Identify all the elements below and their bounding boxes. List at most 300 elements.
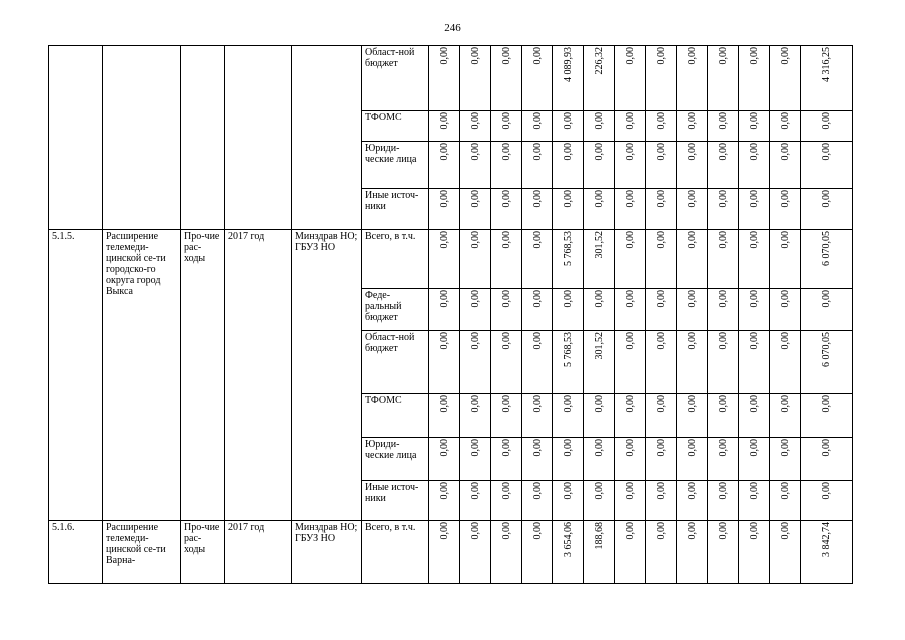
total-cell [801,481,853,521]
amount-cell [646,46,677,111]
amount-cell [646,142,677,189]
amount-cell [522,521,553,584]
amount-cell-value: 0,00 [500,482,512,500]
amount-cell [553,111,584,142]
year-cell: 2017 год [225,230,292,521]
amount-cell-value: 0,00 [748,395,760,413]
amount-cell-value: 0,00 [748,332,760,350]
amount-cell-value: 0,00 [438,332,450,350]
table-row [49,46,853,111]
total-cell [801,230,853,289]
amount-cell [770,230,801,289]
amount-cell-value: 0,00 [717,332,729,350]
amount-cell [584,111,615,142]
amount-cell [677,481,708,521]
funding-source-cell: Област-ной бюджет [362,331,429,394]
amount-cell [584,438,615,481]
amount-cell-value: 0,00 [686,231,698,249]
item-number-cell: 5.1.6. [49,521,103,584]
amount-cell-value: 0,00 [593,439,605,457]
amount-cell [584,230,615,289]
amount-cell [584,481,615,521]
amount-cell [677,46,708,111]
amount-cell-value: 0,00 [717,522,729,540]
amount-cell-value: 301,52 [593,332,605,360]
page-number: 246 [444,22,461,34]
total-cell-value: 0,00 [821,112,832,130]
amount-cell [491,521,522,584]
amount-cell-value: 0,00 [717,47,729,65]
amount-cell-value: 0,00 [500,332,512,350]
amount-cell-value: 0,00 [469,143,481,161]
amount-cell [770,111,801,142]
table-row [49,230,853,289]
amount-cell [429,111,460,142]
amount-cell [646,331,677,394]
amount-cell-value: 0,00 [655,522,667,540]
amount-cell [429,142,460,189]
amount-cell [491,230,522,289]
amount-cell [429,521,460,584]
amount-cell [491,331,522,394]
amount-cell [553,331,584,394]
amount-cell-value: 0,00 [779,290,791,308]
amount-cell-value: 0,00 [500,395,512,413]
amount-cell-value: 0,00 [500,290,512,308]
amount-cell-value: 0,00 [686,190,698,208]
amount-cell [522,438,553,481]
funding-source-cell: ТФОМС [362,394,429,438]
amount-cell-value: 0,00 [717,290,729,308]
amount-cell-value: 0,00 [686,47,698,65]
amount-cell-value: 0,00 [717,143,729,161]
amount-cell [770,521,801,584]
amount-cell-value: 0,00 [624,332,636,350]
amount-cell-value: 188,68 [593,522,605,550]
amount-cell [460,481,491,521]
amount-cell-value: 0,00 [469,522,481,540]
amount-cell-value: 0,00 [655,482,667,500]
amount-cell-value: 0,00 [438,231,450,249]
amount-cell-value: 0,00 [593,112,605,130]
total-cell [801,111,853,142]
amount-cell [460,289,491,331]
amount-cell [615,46,646,111]
amount-cell-value: 0,00 [655,395,667,413]
amount-cell-value: 0,00 [624,395,636,413]
amount-cell [522,481,553,521]
amount-cell [708,394,739,438]
amount-cell [646,394,677,438]
amount-cell [491,111,522,142]
total-cell-value: 0,00 [821,395,832,413]
amount-cell-value: 0,00 [438,395,450,413]
funding-source-cell: Всего, в т.ч. [362,521,429,584]
amount-cell-value: 0,00 [624,522,636,540]
amount-cell [646,111,677,142]
funding-source-cell: Иные источ-ники [362,189,429,230]
amount-cell-value: 0,00 [655,190,667,208]
amount-cell [615,331,646,394]
amount-cell [553,394,584,438]
amount-cell-value: 0,00 [531,439,543,457]
amount-cell [429,46,460,111]
amount-cell-value: 0,00 [686,439,698,457]
amount-cell [491,481,522,521]
amount-cell [708,142,739,189]
amount-cell-value: 0,00 [593,395,605,413]
amount-cell [522,394,553,438]
amount-cell-value: 0,00 [438,522,450,540]
total-cell-value: 0,00 [821,439,832,457]
amount-cell [615,189,646,230]
amount-cell-value: 0,00 [686,143,698,161]
amount-cell [553,289,584,331]
amount-cell-value: 0,00 [748,439,760,457]
amount-cell-value: 0,00 [469,112,481,130]
amount-cell-value: 0,00 [779,439,791,457]
amount-cell-value: 0,00 [748,190,760,208]
funding-source-cell: Всего, в т.ч. [362,230,429,289]
amount-cell-value: 0,00 [562,190,574,208]
amount-cell [646,521,677,584]
amount-cell-value: 0,00 [779,332,791,350]
amount-cell [739,331,770,394]
amount-cell-value: 3 654,06 [562,522,574,557]
amount-cell [770,142,801,189]
amount-cell-value: 0,00 [562,112,574,130]
amount-cell [739,189,770,230]
amount-cell [739,521,770,584]
amount-cell-value: 0,00 [655,332,667,350]
amount-cell-value: 0,00 [686,112,698,130]
amount-cell-value: 0,00 [624,231,636,249]
funding-source-cell: ТФОМС [362,111,429,142]
amount-cell-value: 0,00 [655,439,667,457]
amount-cell-value: 4 089,93 [562,47,574,82]
amount-cell-value: 0,00 [717,112,729,130]
amount-cell [739,438,770,481]
amount-cell-value: 0,00 [748,143,760,161]
amount-cell-value: 0,00 [624,47,636,65]
item-name-cell: Расширение телемеди-цинской се-ти городско-го округа город Выкса [103,230,181,521]
amount-cell [522,189,553,230]
amount-cell [522,111,553,142]
amount-cell-value: 0,00 [748,47,760,65]
amount-cell-value: 0,00 [686,290,698,308]
item-name-cell: Расширение телемеди-цинской се-ти Варна- [103,521,181,584]
amount-cell [615,394,646,438]
amount-cell [460,331,491,394]
amount-cell-value: 0,00 [438,143,450,161]
total-cell-value: 0,00 [821,290,832,308]
amount-cell-value: 0,00 [438,482,450,500]
amount-cell [491,189,522,230]
amount-cell [708,46,739,111]
amount-cell [460,189,491,230]
funding-source-cell: Юриди-ческие лица [362,142,429,189]
total-cell [801,142,853,189]
amount-cell [429,438,460,481]
amount-cell-value: 0,00 [748,231,760,249]
item-number-cell [49,46,103,230]
amount-cell [491,46,522,111]
funding-source-cell: Юриди-ческие лица [362,438,429,481]
amount-cell-value: 0,00 [500,143,512,161]
amount-cell-value: 0,00 [717,482,729,500]
amount-cell-value: 0,00 [655,231,667,249]
amount-cell-value: 0,00 [531,332,543,350]
amount-cell [739,142,770,189]
amount-cell [739,394,770,438]
amount-cell [770,481,801,521]
amount-cell-value: 0,00 [624,290,636,308]
amount-cell-value: 0,00 [438,47,450,65]
amount-cell-value: 0,00 [469,190,481,208]
amount-cell-value: 0,00 [438,439,450,457]
amount-cell [708,521,739,584]
total-cell [801,331,853,394]
amount-cell [677,111,708,142]
amount-cell-value: 0,00 [531,112,543,130]
amount-cell [429,230,460,289]
amount-cell-value: 0,00 [500,231,512,249]
amount-cell-value: 0,00 [779,143,791,161]
amount-cell [584,142,615,189]
amount-cell-value: 0,00 [748,290,760,308]
amount-cell [522,142,553,189]
amount-cell-value: 0,00 [531,143,543,161]
total-cell-value: 0,00 [821,482,832,500]
amount-cell-value: 0,00 [655,112,667,130]
amount-cell-value: 0,00 [779,395,791,413]
expense-type-cell: Про-чие рас-ходы [181,230,225,521]
amount-cell-value: 0,00 [655,290,667,308]
amount-cell [646,230,677,289]
amount-cell-value: 0,00 [438,190,450,208]
amount-cell [677,521,708,584]
amount-cell [646,189,677,230]
amount-cell-value: 5 768,53 [562,231,574,266]
amount-cell [584,289,615,331]
amount-cell [615,289,646,331]
amount-cell [553,230,584,289]
amount-cell [429,331,460,394]
amount-cell [708,230,739,289]
amount-cell-value: 0,00 [469,231,481,249]
amount-cell [770,438,801,481]
amount-cell-value: 0,00 [748,522,760,540]
amount-cell-value: 0,00 [531,522,543,540]
total-cell [801,189,853,230]
amount-cell-value: 0,00 [779,522,791,540]
amount-cell-value: 0,00 [469,47,481,65]
amount-cell-value: 0,00 [686,522,698,540]
amount-cell [460,438,491,481]
amount-cell-value: 0,00 [500,112,512,130]
amount-cell-value: 0,00 [779,190,791,208]
amount-cell-value: 0,00 [469,290,481,308]
amount-cell-value: 0,00 [748,112,760,130]
amount-cell [615,521,646,584]
amount-cell [491,289,522,331]
amount-cell [615,111,646,142]
item-number-cell: 5.1.5. [49,230,103,521]
total-cell [801,289,853,331]
amount-cell [522,46,553,111]
amount-cell [553,46,584,111]
executor-cell: Минздрав НО; ГБУЗ НО [292,230,362,521]
total-cell [801,521,853,584]
amount-cell [584,521,615,584]
item-name-cell [103,46,181,230]
amount-cell-value: 0,00 [531,47,543,65]
amount-cell-value: 0,00 [438,290,450,308]
amount-cell [739,111,770,142]
amount-cell [677,142,708,189]
amount-cell-value: 0,00 [717,395,729,413]
amount-cell [739,46,770,111]
amount-cell [584,394,615,438]
amount-cell-value: 0,00 [655,47,667,65]
amount-cell [522,331,553,394]
amount-cell [553,481,584,521]
amount-cell [460,230,491,289]
amount-cell [708,289,739,331]
executor-cell [292,46,362,230]
amount-cell [646,438,677,481]
amount-cell-value: 0,00 [686,395,698,413]
amount-cell [677,331,708,394]
amount-cell [615,481,646,521]
amount-cell-value: 0,00 [779,47,791,65]
amount-cell-value: 0,00 [562,482,574,500]
amount-cell [522,230,553,289]
amount-cell-value: 0,00 [624,439,636,457]
total-cell [801,46,853,111]
amount-cell [491,142,522,189]
funding-source-cell: Област-ной бюджет [362,46,429,111]
amount-cell [584,189,615,230]
total-cell-value: 3 842,74 [821,522,832,557]
amount-cell-value: 0,00 [655,143,667,161]
amount-cell [770,394,801,438]
amount-cell [646,481,677,521]
amount-cell-value: 0,00 [593,143,605,161]
amount-cell [708,111,739,142]
amount-cell [739,230,770,289]
amount-cell-value: 0,00 [469,332,481,350]
amount-cell [460,521,491,584]
amount-cell [584,46,615,111]
amount-cell [708,438,739,481]
amount-cell-value: 0,00 [593,190,605,208]
amount-cell-value: 0,00 [593,290,605,308]
amount-cell [677,230,708,289]
total-cell-value: 0,00 [821,190,832,208]
total-cell [801,438,853,481]
amount-cell [429,189,460,230]
funding-source-cell: Иные источ-ники [362,481,429,521]
total-cell-value: 0,00 [821,143,832,161]
total-cell [801,394,853,438]
amount-cell [739,481,770,521]
amount-cell-value: 0,00 [531,190,543,208]
amount-cell-value: 0,00 [748,482,760,500]
year-cell: 2017 год [225,521,292,584]
executor-cell: Минздрав НО; ГБУЗ НО [292,521,362,584]
amount-cell-value: 0,00 [531,395,543,413]
amount-cell-value: 0,00 [438,112,450,130]
amount-cell [677,394,708,438]
amount-cell [553,142,584,189]
expense-type-cell [181,46,225,230]
amount-cell-value: 301,52 [593,231,605,259]
amount-cell-value: 0,00 [531,482,543,500]
total-cell-value: 4 316,25 [821,47,832,82]
amount-cell-value: 0,00 [624,143,636,161]
amount-cell [615,438,646,481]
amount-cell-value: 0,00 [779,112,791,130]
amount-cell [677,189,708,230]
amount-cell-value: 0,00 [624,482,636,500]
amount-cell [553,521,584,584]
amount-cell [491,438,522,481]
amount-cell [646,289,677,331]
amount-cell-value: 0,00 [717,190,729,208]
amount-cell [429,481,460,521]
amount-cell-value: 0,00 [469,395,481,413]
program-funding-table [48,45,853,584]
amount-cell [460,46,491,111]
amount-cell [429,394,460,438]
amount-cell-value: 0,00 [717,231,729,249]
amount-cell [460,111,491,142]
amount-cell [708,189,739,230]
amount-cell-value: 0,00 [469,482,481,500]
amount-cell-value: 0,00 [500,190,512,208]
amount-cell-value: 5 768,53 [562,332,574,367]
amount-cell [615,142,646,189]
amount-cell-value: 0,00 [779,231,791,249]
amount-cell-value: 0,00 [717,439,729,457]
amount-cell [739,289,770,331]
amount-cell [491,394,522,438]
amount-cell [677,438,708,481]
amount-cell [708,331,739,394]
year-cell [225,46,292,230]
amount-cell [770,331,801,394]
table-row [49,521,853,584]
amount-cell-value: 0,00 [686,482,698,500]
amount-cell [677,289,708,331]
expense-type-cell: Про-чие рас-ходы [181,521,225,584]
total-cell-value: 6 070,05 [821,231,832,266]
amount-cell-value: 0,00 [562,395,574,413]
amount-cell [522,289,553,331]
amount-cell [770,46,801,111]
amount-cell-value: 0,00 [531,290,543,308]
amount-cell [429,289,460,331]
funding-source-cell: Феде-ральный бюджет [362,289,429,331]
amount-cell [553,438,584,481]
amount-cell [553,189,584,230]
amount-cell [615,230,646,289]
amount-cell-value: 0,00 [500,439,512,457]
amount-cell [460,142,491,189]
amount-cell-value: 0,00 [500,522,512,540]
amount-cell-value: 0,00 [624,112,636,130]
